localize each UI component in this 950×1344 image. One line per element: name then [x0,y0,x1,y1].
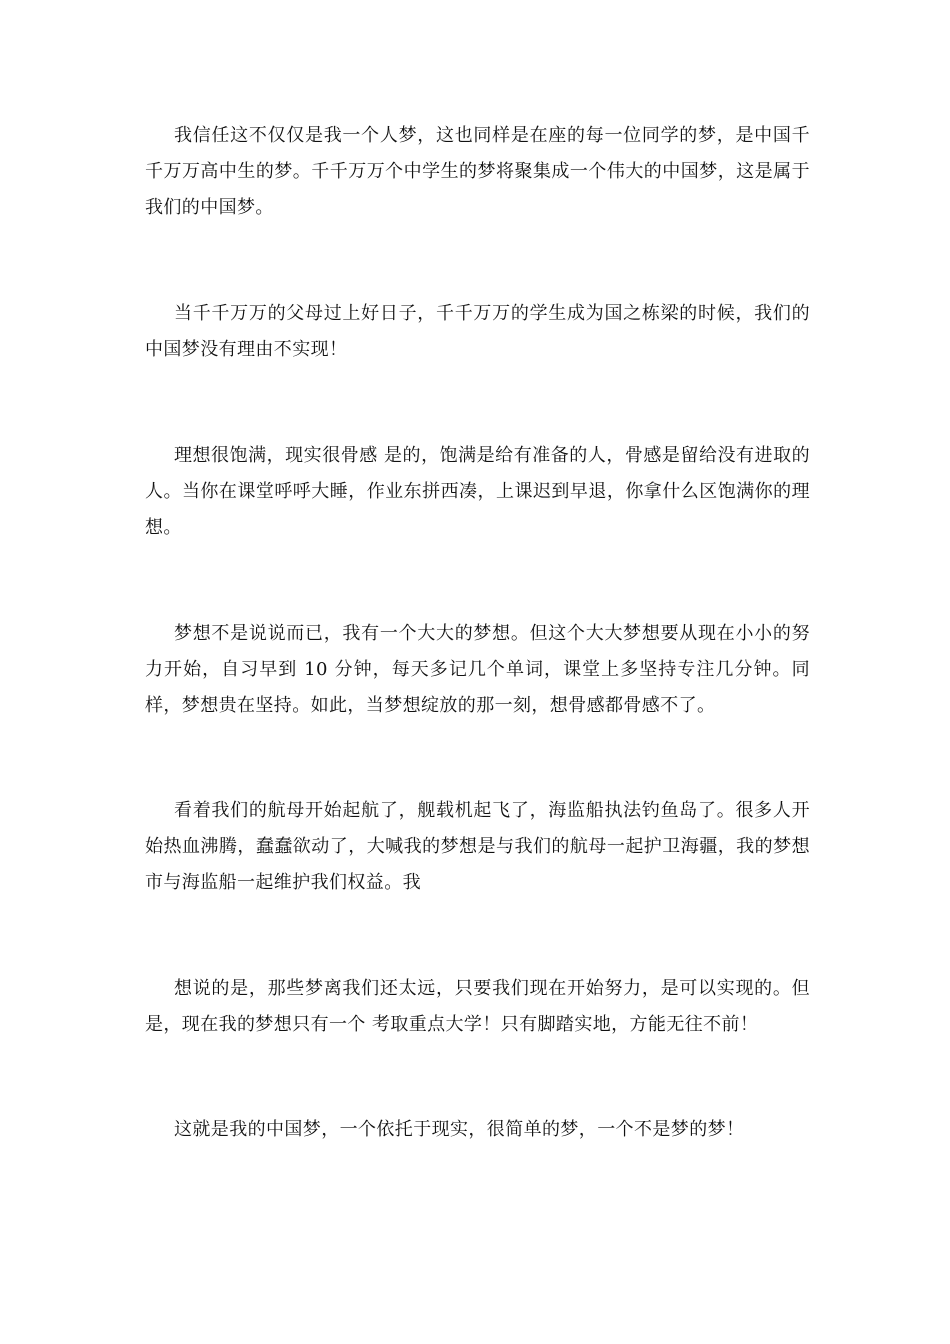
paragraph: 我信任这不仅仅是我一个人梦，这也同样是在座的每一位同学的梦，是中国千千万万高中生的梦。千千万万个中学生的梦将聚集成一个伟大的中国梦，这是属于我们的中国梦。 [145,125,810,218]
paragraph: 想说的是，那些梦离我们还太远，只要我们现在开始努力，是可以实现的。但是，现在我的梦想只有一个 考取重点大学！只有脚踏实地，方能无往不前！ [145,978,810,1035]
paragraph: 这就是我的中国梦，一个依托于现实，很简单的梦，一个不是梦的梦！ [174,1119,745,1140]
paragraph: 理想很饱满，现实很骨感 是的，饱满是给有准备的人，骨感是留给没有进取的人。当你在课堂呼呼大睡，作业东拼西凑，上课迟到早退，你拿什么区饱满你的理想。 [145,445,810,538]
paragraph: 梦想不是说说而已，我有一个大大的梦想。但这个大大梦想要从现在小小的努力开始，自习早到 10 分钟，每天多记几个单词，课堂上多坚持专注几分钟。同样，梦想贵在坚持。如此，当梦想绽放的那一刻，想骨感都骨感不了。 [145,623,810,716]
paragraph: 看着我们的航母开始起航了，舰载机起飞了，海监船执法钓鱼岛了。很多人开始热血沸腾，蠢蠢欲动了，大喊我的梦想是与我们的航母一起护卫海疆，我的梦想市与海监船一起维护我们权益。我 [145,800,810,893]
paragraph: 当千千万万的父母过上好日子，千千万万的学生成为国之栋梁的时候，我们的中国梦没有理由不实现！ [145,303,810,360]
